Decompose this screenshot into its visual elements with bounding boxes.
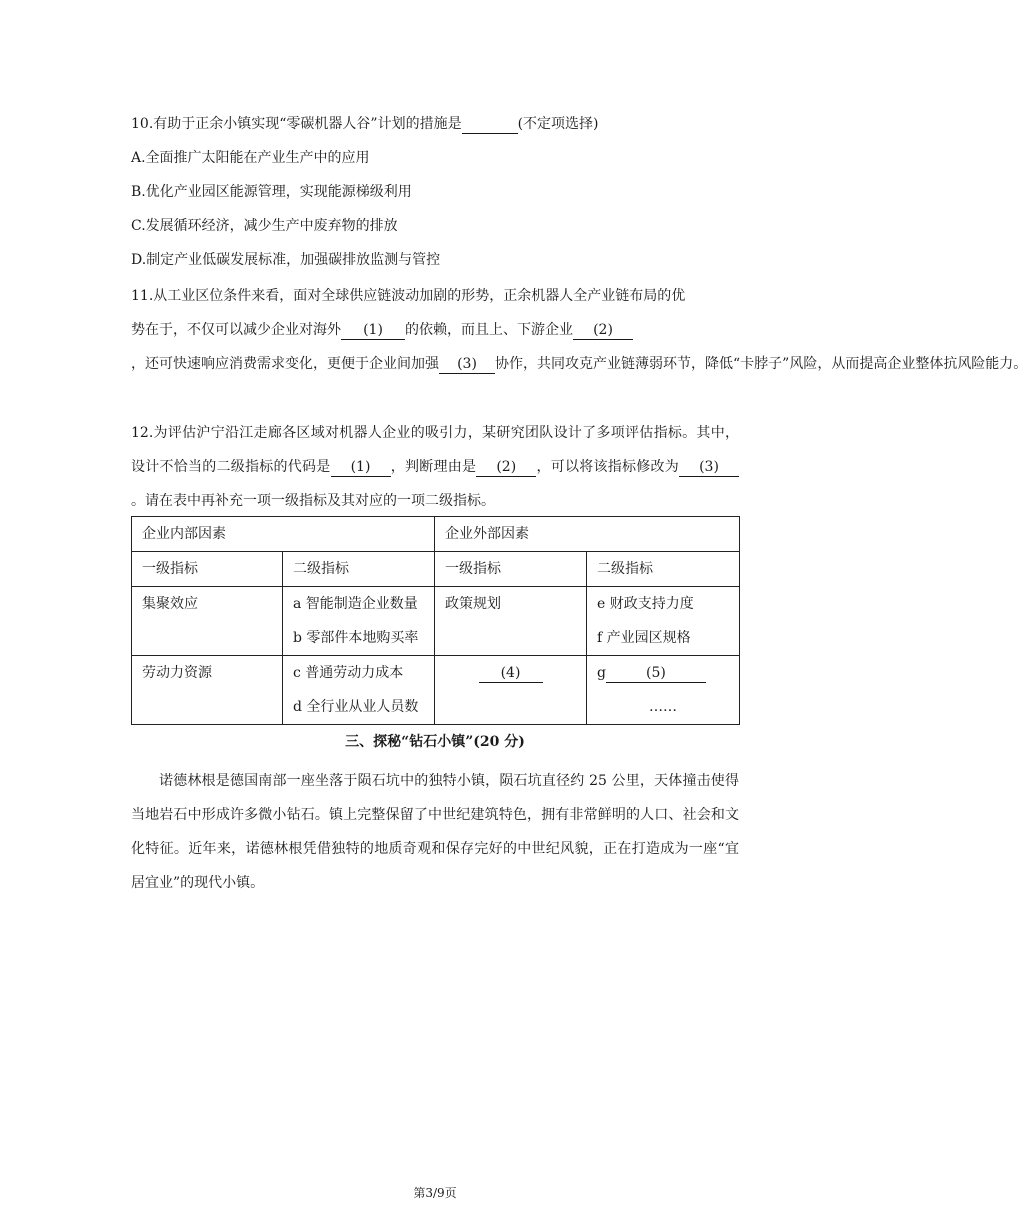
- q12-blank-3[interactable]: (3): [679, 458, 739, 477]
- q10-suffix: (不定项选择): [517, 116, 599, 132]
- table-row: [132, 656, 740, 725]
- cell-agglomeration-sub: [283, 587, 435, 656]
- section-3-title: 三、探秘“钻石小镇”(20 分): [345, 734, 525, 750]
- q11-blank-1[interactable]: (1): [341, 321, 405, 340]
- q11-text-d: 协作，共同攻克产业链薄弱环节，降低“卡脖子”风险，从而提高企业整体抗风险能力。: [495, 356, 1027, 372]
- q10-option-c: C.发展循环经济，减少生产中废弃物的排放: [131, 218, 398, 234]
- level2-header: 二级指标: [283, 552, 435, 587]
- q10-option-d: D.制定产业低碳发展标准，加强碳排放监测与管控: [131, 252, 441, 268]
- q11-blank-3[interactable]: (3): [439, 355, 495, 374]
- table-blank-5[interactable]: (5): [606, 664, 706, 683]
- page-number: 第3/9页: [413, 1186, 457, 1200]
- q10-option-a: A.全面推广太阳能在产业生产中的应用: [131, 150, 370, 166]
- q11-text-c: ，还可快速响应消费需求变化，更便于企业间加强: [131, 356, 439, 372]
- q12-text-d: 。请在表中再补充一项一级指标及其对应的一项二级指标。: [131, 493, 495, 509]
- q12-text-a: 12.为评估沪宁沿江走廊各区域对机器人企业的吸引力，某研究团队设计了多项评估指标。其中，设计不恰当的二级指标的代码是: [131, 425, 739, 475]
- q11-blank-2[interactable]: (2): [573, 321, 633, 340]
- internal-factors-header: 企业内部因素: [132, 517, 435, 552]
- q10-stem-text: 10.有助于正余小镇实现“零碳机器人谷”计划的措施是: [131, 116, 462, 132]
- indicator-f: f 产业园区规格: [597, 630, 691, 646]
- indicator-e: e 财政支持力度: [597, 596, 694, 612]
- cell-blank-5: [587, 656, 740, 725]
- table-blank-4[interactable]: (4): [479, 664, 543, 683]
- q11-text-b: 的依赖，而且上、下游企业: [405, 322, 573, 338]
- table-ellipsis: ……: [649, 699, 677, 715]
- q10-option-b: B.优化产业园区能源管理，实现能源梯级利用: [131, 184, 412, 200]
- table-row: [132, 552, 740, 587]
- external-factors-header: 企业外部因素: [435, 517, 740, 552]
- q11-line-1: 11.从工业区位条件来看，面对全球供应链波动加剧的形势，正余机器人全产业链布局的优: [131, 288, 686, 304]
- q11-text-a: 势在于，不仅可以减少企业对海外: [131, 322, 341, 338]
- q10-answer-blank[interactable]: [462, 115, 518, 134]
- q11-line-3: [131, 354, 1027, 374]
- indicator-b: b 零部件本地购买率: [293, 630, 419, 646]
- table-row: [132, 517, 740, 552]
- table-row: [132, 587, 740, 656]
- level1-header: 一级指标: [435, 552, 587, 587]
- cell-policy-sub: [587, 587, 740, 656]
- cell-agglomeration: 集聚效应: [132, 587, 283, 656]
- level1-header: 一级指标: [132, 552, 283, 587]
- q10-stem: [131, 114, 599, 134]
- q12-paragraph: [131, 416, 739, 518]
- q12-text-c: ，可以将该指标修改为: [536, 459, 679, 475]
- indicator-table: [131, 516, 740, 725]
- cell-labor-sub: [283, 656, 435, 725]
- cell-labor: 劳动力资源: [132, 656, 283, 725]
- q12-blank-2[interactable]: (2): [476, 458, 536, 477]
- cell-blank-4: [435, 656, 587, 725]
- indicator-a: a 智能制造企业数量: [293, 596, 418, 612]
- indicator-c: c 普通劳动力成本: [293, 665, 404, 681]
- indicator-g: [597, 656, 729, 690]
- q11-line-2: [131, 320, 633, 340]
- indicator-d: d 全行业从业人员数: [293, 699, 419, 715]
- cell-policy: 政策规划: [435, 587, 587, 656]
- q12-blank-1[interactable]: (1): [331, 458, 391, 477]
- q12-text-b: ，判断理由是: [390, 459, 477, 475]
- level2-header: 二级指标: [587, 552, 740, 587]
- section-3-body: 诺德林根是德国南部一座坐落于陨石坑中的独特小镇，陨石坑直径约 25 公里，天体撞击使得当地岩石中形成许多微小钻石。镇上完整保留了中世纪建筑特色，拥有非常鲜明的人口、社会和文化特征。近年来，诺德林根凭借独特的地质奇观和保存完好的中世纪风貌，正在打造成为一座“宜居宜业”的现代小镇。: [131, 773, 739, 891]
- indicator-g-prefix: g: [597, 665, 606, 681]
